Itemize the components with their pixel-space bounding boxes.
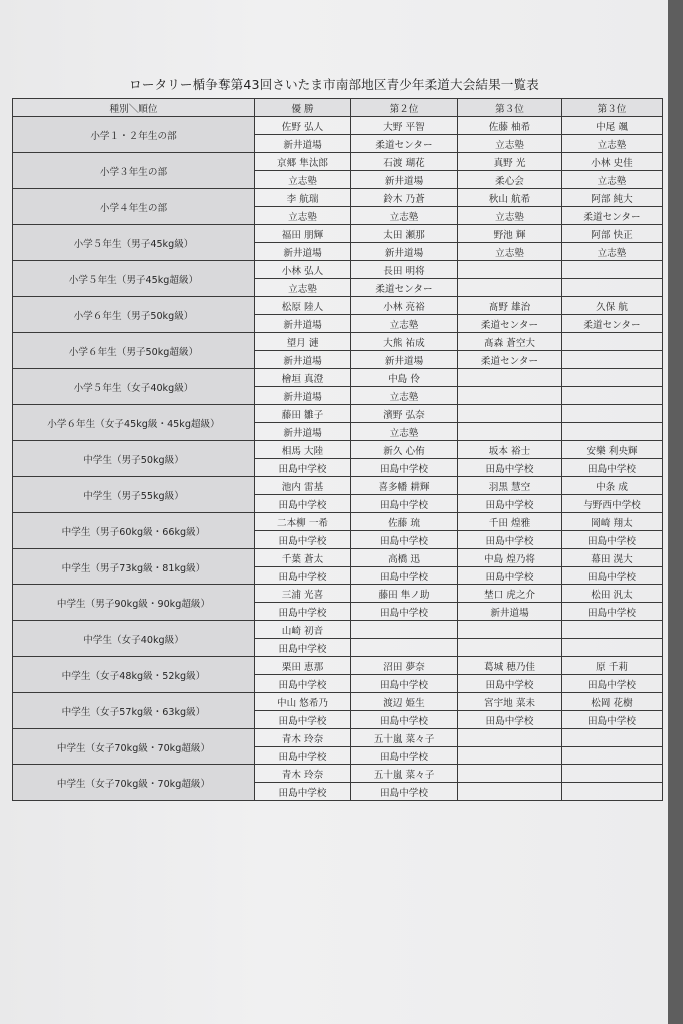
third-a-club: 田島中学校 <box>458 495 562 513</box>
third-a-name: 埜口 虎之介 <box>458 585 562 603</box>
second-name: 太田 瀬那 <box>351 225 458 243</box>
third-a-club <box>458 747 562 765</box>
third-a-name <box>458 369 562 387</box>
third-b-club <box>562 387 663 405</box>
third-a-club <box>458 387 562 405</box>
winner-name: 相馬 大陸 <box>255 441 351 459</box>
third-b-club: 立志塾 <box>562 243 663 261</box>
division-row <box>13 369 663 387</box>
third-a-club <box>458 279 562 297</box>
third-b-club: 柔道センター <box>562 207 663 225</box>
third-b-name: 久保 航 <box>562 297 663 315</box>
second-club: 新井道場 <box>351 171 458 189</box>
third-b-club: 立志塾 <box>562 135 663 153</box>
division-row <box>13 117 663 135</box>
division-row <box>13 333 663 351</box>
third-b-club <box>562 351 663 369</box>
winner-club: 立志塾 <box>255 279 351 297</box>
division-row <box>13 621 663 639</box>
third-b-club: 与野西中学校 <box>562 495 663 513</box>
second-name: 鈴木 乃蒼 <box>351 189 458 207</box>
winner-name: 藤田 雛子 <box>255 405 351 423</box>
division-row <box>13 549 663 567</box>
winner-name: 青木 玲奈 <box>255 729 351 747</box>
winner-club: 新井道場 <box>255 423 351 441</box>
third-a-club: 田島中学校 <box>458 531 562 549</box>
second-name: 喜多幡 耕輝 <box>351 477 458 495</box>
second-name: 大野 平智 <box>351 117 458 135</box>
third-b-name <box>562 405 663 423</box>
division-row <box>13 513 663 531</box>
third-b-name: 松田 汎太 <box>562 585 663 603</box>
division-name: 中学生（男子55kg級） <box>13 477 255 513</box>
winner-name: 小林 弘人 <box>255 261 351 279</box>
winner-club: 田島中学校 <box>255 783 351 801</box>
third-b-club: 田島中学校 <box>562 711 663 729</box>
third-a-club: 柔道センター <box>458 315 562 333</box>
third-b-name: 安樂 利央輝 <box>562 441 663 459</box>
third-b-name: 幕田 滉大 <box>562 549 663 567</box>
third-a-name: 葛城 穂乃佳 <box>458 657 562 675</box>
division-row <box>13 477 663 495</box>
results-table <box>12 98 663 801</box>
division-row <box>13 693 663 711</box>
third-a-name: 千田 煌雅 <box>458 513 562 531</box>
second-name: 沼田 夢奈 <box>351 657 458 675</box>
winner-name: 三浦 光喜 <box>255 585 351 603</box>
division-row <box>13 297 663 315</box>
second-club: 田島中学校 <box>351 459 458 477</box>
second-club: 田島中学校 <box>351 531 458 549</box>
second-name: 長田 明将 <box>351 261 458 279</box>
winner-name: 望月 漣 <box>255 333 351 351</box>
third-a-name: 野池 輝 <box>458 225 562 243</box>
third-b-name: 岡崎 翔太 <box>562 513 663 531</box>
winner-club: 田島中学校 <box>255 603 351 621</box>
second-club: 立志塾 <box>351 387 458 405</box>
third-a-club <box>458 639 562 657</box>
second-name: 五十嵐 菜々子 <box>351 729 458 747</box>
third-b-name <box>562 765 663 783</box>
winner-club: 新井道場 <box>255 387 351 405</box>
third-b-club: 田島中学校 <box>562 603 663 621</box>
second-club: 田島中学校 <box>351 747 458 765</box>
division-name: 中学生（男子90kg級・90kg超級） <box>13 585 255 621</box>
second-club: 田島中学校 <box>351 567 458 585</box>
winner-name: 栗田 恵那 <box>255 657 351 675</box>
second-name: 藤田 隼ノ助 <box>351 585 458 603</box>
division-name: 小学３年生の部 <box>13 153 255 189</box>
third-a-club: 田島中学校 <box>458 675 562 693</box>
second-name: 高橋 迅 <box>351 549 458 567</box>
second-club: 柔道センター <box>351 135 458 153</box>
header-second: 第２位 <box>351 99 458 117</box>
division-name: 中学生（女子70kg級・70kg超級） <box>13 765 255 801</box>
third-a-club: 田島中学校 <box>458 711 562 729</box>
winner-club: 田島中学校 <box>255 675 351 693</box>
header-third-b: 第３位 <box>562 99 663 117</box>
winner-club: 新井道場 <box>255 243 351 261</box>
second-club: 田島中学校 <box>351 711 458 729</box>
third-a-name: 秋山 航希 <box>458 189 562 207</box>
third-a-name: 中島 煌乃将 <box>458 549 562 567</box>
winner-club: 田島中学校 <box>255 747 351 765</box>
winner-name: 青木 玲奈 <box>255 765 351 783</box>
winner-name: 李 航瑞 <box>255 189 351 207</box>
third-a-name: 真野 光 <box>458 153 562 171</box>
winner-club: 新井道場 <box>255 315 351 333</box>
division-name: 小学５年生（男子45kg超級） <box>13 261 255 297</box>
division-name: 小学６年生（男子50kg超級） <box>13 333 255 369</box>
winner-name: 池内 雷基 <box>255 477 351 495</box>
second-club: 新井道場 <box>351 243 458 261</box>
winner-club: 田島中学校 <box>255 711 351 729</box>
division-row <box>13 189 663 207</box>
second-name: 小林 亮裕 <box>351 297 458 315</box>
division-name: 中学生（女子57kg級・63kg級） <box>13 693 255 729</box>
second-club: 新井道場 <box>351 351 458 369</box>
division-name: 小学５年生（女子40kg級） <box>13 369 255 405</box>
third-b-club: 田島中学校 <box>562 531 663 549</box>
third-b-name: 原 千莉 <box>562 657 663 675</box>
division-name: 小学５年生（男子45kg級） <box>13 225 255 261</box>
third-a-name: 坂本 裕士 <box>458 441 562 459</box>
third-a-name: 佐藤 柚希 <box>458 117 562 135</box>
winner-club: 新井道場 <box>255 351 351 369</box>
winner-name: 松原 陸人 <box>255 297 351 315</box>
third-b-club: 柔道センター <box>562 315 663 333</box>
third-a-name <box>458 261 562 279</box>
third-b-name: 中条 成 <box>562 477 663 495</box>
third-b-club <box>562 639 663 657</box>
second-name: 大熊 祐成 <box>351 333 458 351</box>
third-a-name: 羽黒 慧空 <box>458 477 562 495</box>
winner-name: 千葉 蒼太 <box>255 549 351 567</box>
division-name: 中学生（男子60kg級・66kg級） <box>13 513 255 549</box>
third-b-name <box>562 369 663 387</box>
second-club: 立志塾 <box>351 207 458 225</box>
third-a-name: 宮宇地 菜未 <box>458 693 562 711</box>
third-a-club: 柔道センター <box>458 351 562 369</box>
winner-name: 檜垣 真澄 <box>255 369 351 387</box>
third-a-name: 髙野 雄治 <box>458 297 562 315</box>
division-name: 中学生（女子40kg級） <box>13 621 255 657</box>
third-b-name: 中尾 颯 <box>562 117 663 135</box>
division-name: 中学生（女子48kg級・52kg級） <box>13 657 255 693</box>
third-a-club: 柔心会 <box>458 171 562 189</box>
second-name: 中島 伶 <box>351 369 458 387</box>
third-a-name: 髙森 蒼空大 <box>458 333 562 351</box>
third-a-club: 立志塾 <box>458 243 562 261</box>
third-a-club <box>458 783 562 801</box>
division-row <box>13 657 663 675</box>
winner-club: 田島中学校 <box>255 495 351 513</box>
winner-name: 佐野 弘人 <box>255 117 351 135</box>
third-b-name <box>562 621 663 639</box>
third-b-club <box>562 279 663 297</box>
winner-name: 二本柳 一希 <box>255 513 351 531</box>
winner-name: 福田 朋輝 <box>255 225 351 243</box>
third-b-name: 阿部 快正 <box>562 225 663 243</box>
second-name: 渡辺 姫生 <box>351 693 458 711</box>
third-b-name: 阿部 純大 <box>562 189 663 207</box>
winner-club: 田島中学校 <box>255 567 351 585</box>
winner-club: 田島中学校 <box>255 639 351 657</box>
second-club: 田島中学校 <box>351 495 458 513</box>
division-name: 中学生（男子50kg級） <box>13 441 255 477</box>
third-a-club: 立志塾 <box>458 207 562 225</box>
second-club: 立志塾 <box>351 423 458 441</box>
third-b-club: 田島中学校 <box>562 567 663 585</box>
second-club <box>351 639 458 657</box>
third-a-name <box>458 621 562 639</box>
third-b-name: 小林 史佳 <box>562 153 663 171</box>
third-b-club: 立志塾 <box>562 171 663 189</box>
third-a-name <box>458 765 562 783</box>
third-b-club <box>562 747 663 765</box>
third-b-club <box>562 783 663 801</box>
winner-club: 田島中学校 <box>255 531 351 549</box>
third-a-club: 田島中学校 <box>458 459 562 477</box>
second-club: 田島中学校 <box>351 675 458 693</box>
second-club: 柔道センター <box>351 279 458 297</box>
second-name: 濱野 弘奈 <box>351 405 458 423</box>
third-a-name <box>458 405 562 423</box>
second-name: 新久 心侑 <box>351 441 458 459</box>
winner-club: 立志塾 <box>255 171 351 189</box>
third-b-club: 田島中学校 <box>562 459 663 477</box>
division-name: 小学１・２年生の部 <box>13 117 255 153</box>
third-a-club: 新井道場 <box>458 603 562 621</box>
winner-name: 山崎 初音 <box>255 621 351 639</box>
third-a-club: 立志塾 <box>458 135 562 153</box>
third-b-name <box>562 333 663 351</box>
second-name: 五十嵐 菜々子 <box>351 765 458 783</box>
header-row <box>13 99 663 117</box>
division-name: 小学６年生（男子50kg級） <box>13 297 255 333</box>
second-club: 立志塾 <box>351 315 458 333</box>
third-a-club: 田島中学校 <box>458 567 562 585</box>
header-third-a: 第３位 <box>458 99 562 117</box>
second-name: 佐藤 琉 <box>351 513 458 531</box>
division-row <box>13 765 663 783</box>
third-b-name <box>562 261 663 279</box>
division-row <box>13 441 663 459</box>
division-name: 中学生（男子73kg級・81kg級） <box>13 549 255 585</box>
division-name: 小学４年生の部 <box>13 189 255 225</box>
header-winner: 優 勝 <box>255 99 351 117</box>
division-row <box>13 405 663 423</box>
document-title: ロータリー楯争奪第43回さいたま市南部地区青少年柔道大会結果一覧表 <box>129 77 539 92</box>
second-name <box>351 621 458 639</box>
third-a-name <box>458 729 562 747</box>
division-name: 小学６年生（女子45kg級・45kg超級） <box>13 405 255 441</box>
third-b-club: 田島中学校 <box>562 675 663 693</box>
second-name: 石渡 瑚花 <box>351 153 458 171</box>
division-row <box>13 261 663 279</box>
second-club: 田島中学校 <box>351 603 458 621</box>
second-club: 田島中学校 <box>351 783 458 801</box>
division-row <box>13 585 663 603</box>
winner-name: 京郷 隼汰郎 <box>255 153 351 171</box>
winner-club: 新井道場 <box>255 135 351 153</box>
third-b-name <box>562 729 663 747</box>
third-a-club <box>458 423 562 441</box>
winner-club: 田島中学校 <box>255 459 351 477</box>
winner-club: 立志塾 <box>255 207 351 225</box>
division-row <box>13 729 663 747</box>
header-category: 種別＼順位 <box>13 99 255 117</box>
division-row <box>13 225 663 243</box>
third-b-name: 松岡 花樹 <box>562 693 663 711</box>
winner-name: 中山 悠希乃 <box>255 693 351 711</box>
division-name: 中学生（女子70kg級・70kg超級） <box>13 729 255 765</box>
third-b-club <box>562 423 663 441</box>
division-row <box>13 153 663 171</box>
